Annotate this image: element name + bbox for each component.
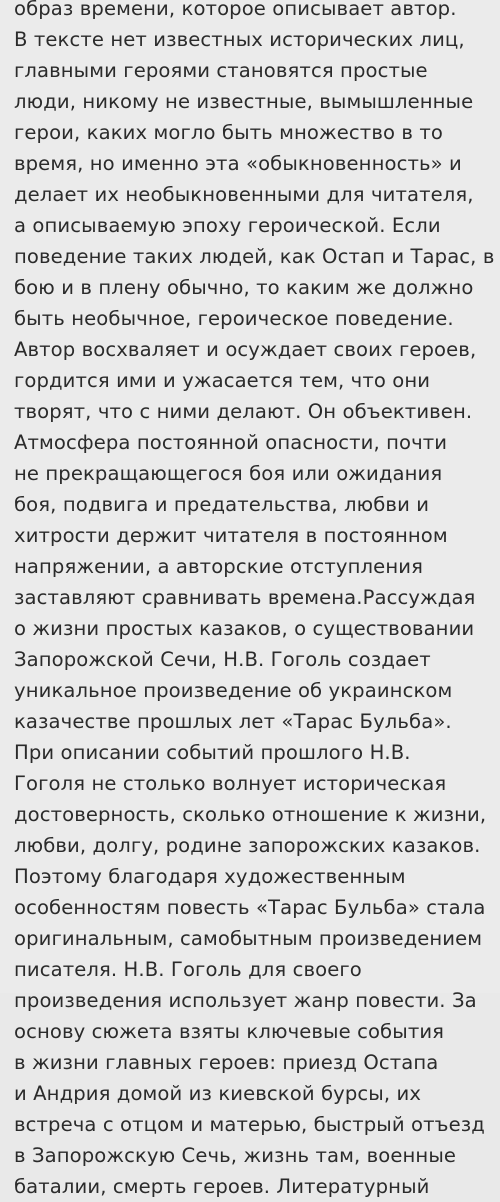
text-line: особенностям повесть «Тарас Бульба» стала: [14, 896, 486, 919]
text-line: в жизни главных героев: приезд Остапа: [14, 1051, 439, 1074]
text-line: не прекращающегося боя или ожидания: [14, 462, 443, 485]
text-line: бою и в плену обычно, то каким же должно: [14, 276, 474, 299]
text-line: быть необычное, героическое поведение.: [14, 307, 454, 330]
text-line: в Запорожскую Сечь, жизнь там, военные: [14, 1144, 457, 1167]
text-line: любви, долгу, родине запорожских казаков.: [14, 834, 481, 857]
text-line: поведение таких людей, как Остап и Тарас, в: [14, 245, 495, 268]
text-line: герои, каких могло быть множество в то: [14, 121, 443, 144]
text-line: При описании событий прошлого Н.В.: [14, 741, 411, 764]
text-line: основу сюжета взяты ключевые события: [14, 1020, 445, 1043]
text-line: напряжении, а авторские отступления: [14, 555, 423, 578]
text-line: образ времени, которое описывает автор.: [14, 0, 457, 20]
text-line: оригинальным, самобытным произведением: [14, 927, 483, 950]
text-line: встреча с отцом и матерью, быстрый отъезд: [14, 1113, 485, 1136]
text-line: Поэтому благодаря художественным: [14, 865, 406, 888]
text-line: произведения использует жанр повести. За: [14, 989, 477, 1012]
text-line: делает их необыкновенными для читателя,: [14, 183, 474, 206]
text-line: а описываемую эпоху героической. Если: [14, 214, 441, 237]
text-line: гордится ими и ужасается тем, что они: [14, 369, 431, 392]
text-line: Атмосфера постоянной опасности, почти: [14, 431, 448, 454]
text-line: баталии, смерть героев. Литературный: [14, 1175, 430, 1198]
text-line: заставляют сравнивать времена.Рассуждая: [14, 586, 476, 609]
text-line: писателя. Н.В. Гоголь для своего: [14, 958, 362, 981]
text-line: и Андрия домой из киевской бурсы, их: [14, 1082, 422, 1105]
text-line: хитрости держит читателя в постоянном: [14, 524, 448, 547]
text-line: В тексте нет известных исторических лиц,: [14, 28, 465, 51]
text-line: достоверность, сколько отношение к жизни,: [14, 803, 487, 826]
text-line: о жизни простых казаков, о существовании: [14, 617, 475, 640]
text-line: Автор восхваляет и осуждает своих героев,: [14, 338, 477, 361]
text-line: боя, подвига и предательства, любви и: [14, 493, 430, 516]
text-line: творят, что с ними делают. Он объективен.: [14, 400, 473, 423]
text-line: казачестве прошлых лет «Тарас Бульба».: [14, 710, 452, 733]
text-line: Гоголя не столько волнует историческая: [14, 772, 447, 795]
text-line: уникальное произведение об украинском: [14, 679, 453, 702]
text-line: время, но именно эта «обыкновенность» и: [14, 152, 462, 175]
text-line: люди, никому не известные, вымышленные: [14, 90, 474, 113]
text-line: главными героями становятся простые: [14, 59, 428, 82]
text-line: Запорожской Сечи, Н.В. Гоголь создает: [14, 648, 431, 671]
body-text: [14, 0, 498, 1202]
